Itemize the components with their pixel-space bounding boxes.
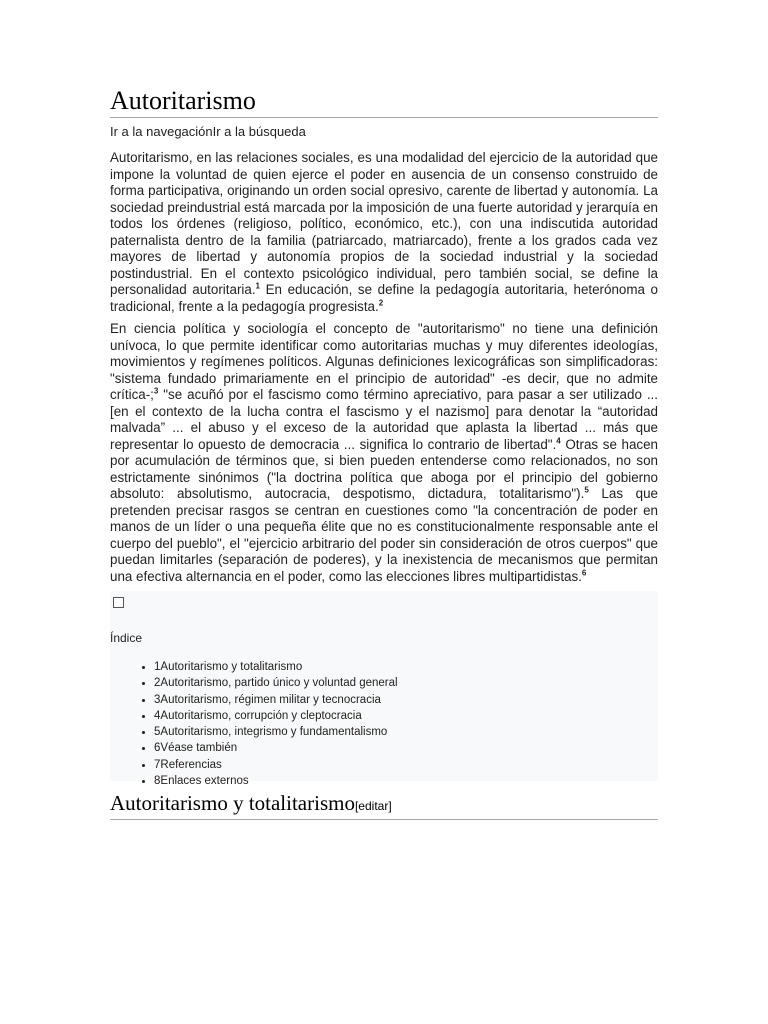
toc-item[interactable]	[154, 659, 658, 675]
toc-item[interactable]	[154, 708, 658, 724]
reference-link[interactable]: 1	[255, 281, 260, 291]
toc-item-number: 2	[154, 677, 161, 690]
toc-item-label: Autoritarismo, partido único y voluntad general	[160, 677, 398, 690]
section-heading-text: Autoritarismo y totalitarismo	[110, 791, 355, 815]
toc-item-label: Autoritarismo, integrismo y fundamentalismo	[160, 726, 388, 739]
table-of-contents	[110, 591, 658, 788]
jump-links	[110, 124, 658, 140]
toc-item-label: Autoritarismo y totalitarismo	[160, 661, 303, 673]
article	[110, 0, 658, 820]
toc-item[interactable]	[154, 724, 658, 740]
reference-link[interactable]: 4	[556, 436, 561, 446]
toc-item-number: 3	[154, 693, 161, 706]
toc-item-label: Referencias	[160, 758, 222, 771]
paragraph-text: "se acuñó por el fascismo como término apreciativo, para pasar a ser utilizado ... [en el contexto de la lucha contra el fascismo y el nazismo] para denotar la “autoridad malvada” ... el abuso y el exceso de la autoridad que aplasta la libertad ... más que representar lo opuesto de democracia ... significa lo contrario de libertad".	[110, 387, 658, 452]
toc-item[interactable]	[154, 740, 658, 756]
article-body	[110, 150, 658, 585]
toc-item-label: Autoritarismo, corrupción y cleptocracia	[160, 709, 362, 722]
jump-to-search-link[interactable]: Ir a la búsqueda	[212, 124, 306, 139]
section-heading	[110, 791, 658, 820]
toc-item-number: 5	[154, 726, 161, 739]
toc-item-number: 4	[154, 709, 161, 722]
toc-list	[110, 659, 658, 789]
reference-link[interactable]: 3	[153, 386, 159, 396]
toc-item-label: Autoritarismo, régimen militar y tecnocracia	[160, 693, 381, 706]
toc-item[interactable]	[154, 675, 658, 691]
toc-item-label: Enlaces externos	[160, 775, 249, 788]
paragraph	[110, 150, 658, 315]
toc-item-number: 1	[154, 661, 161, 673]
paragraph-text: Las que pretenden precisar rasgos se centran en cuestiones como "la concentración de poder en manos de un líder o una pequeña élite que no es constitucionalmente responsable ante el cuerpo del pueblo", el "ejercicio arbitrario del poder sin consideración de otros cuerpos" que puedan limitarles (separación de poderes), y la inexistencia de mecanismos que permitan una efectiva alternancia en el poder, como las elecciones libres multipartidistas.	[110, 486, 659, 584]
paragraph-text: En educación, se define la pedagogía autoritaria, heterónoma o tradicional, frente a la pedagogía progresista.	[110, 282, 659, 314]
toc-item-label: Véase también	[160, 742, 238, 755]
page-title: Autoritarismo	[110, 86, 658, 118]
paragraph-text: En ciencia política y sociología el concepto de "autoritarismo" no tiene una definición unívoca, lo que permite identificar como autoritarias muchas y muy diferentes ideologías, movimientos y regímenes políticos. Algunas definiciones lexicográficas son simplificadoras: "sistema fundado primariamente en el principio de autoridad" -es decir, que no admite crítica-;	[110, 321, 658, 402]
toc-item[interactable]	[154, 757, 658, 773]
jump-to-navigation-link[interactable]: Ir a la navegación	[110, 124, 213, 139]
edit-section-link[interactable]: [editar]	[354, 799, 392, 813]
toc-title: Índice	[110, 631, 143, 645]
toc-item-number: 6	[154, 742, 161, 755]
reference-link[interactable]: 5	[584, 485, 589, 495]
paragraph	[110, 321, 658, 585]
toc-item-number: 8	[154, 775, 161, 788]
toc-item[interactable]	[154, 773, 658, 789]
reference-link[interactable]: 6	[581, 568, 587, 578]
reference-link[interactable]: 2	[378, 298, 384, 308]
toc-toggle-checkbox[interactable]	[113, 597, 124, 608]
toc-item[interactable]	[154, 692, 658, 708]
paragraph-text: Autoritarismo, en las relaciones sociales, es una modalidad del ejercicio de la autoridad que impone la voluntad de quien ejerce el poder en ausencia de un consenso construido de forma participativa, originando un orden social opresivo, carente de libertad y autonomía. La sociedad preindustrial está marcada por la imposición de una fuerte autoridad y jerarquía en todos los órdenes (religioso, político, económico, etc.), con una indiscutida autoridad paternalista dentro de la familia (patriarcado, matriarcado), frente a los grados cada vez mayores de libertad y autonomía propios de la sociedad industrial y la sociedad postindustrial. En el contexto psicológico individual, pero también social, se define la personalidad autoritaria.	[110, 150, 658, 297]
paragraph-text: Otras se hacen por acumulación de términos que, si bien pueden entenderse como relacionados, no son estrictamente sinónimos ("la doctrina política que aboga por el principio del gobierno absoluto: absolutismo, autocracia, despotismo, dictadura, totalitarismo").	[110, 436, 658, 501]
toc-item-number: 7	[154, 758, 161, 771]
